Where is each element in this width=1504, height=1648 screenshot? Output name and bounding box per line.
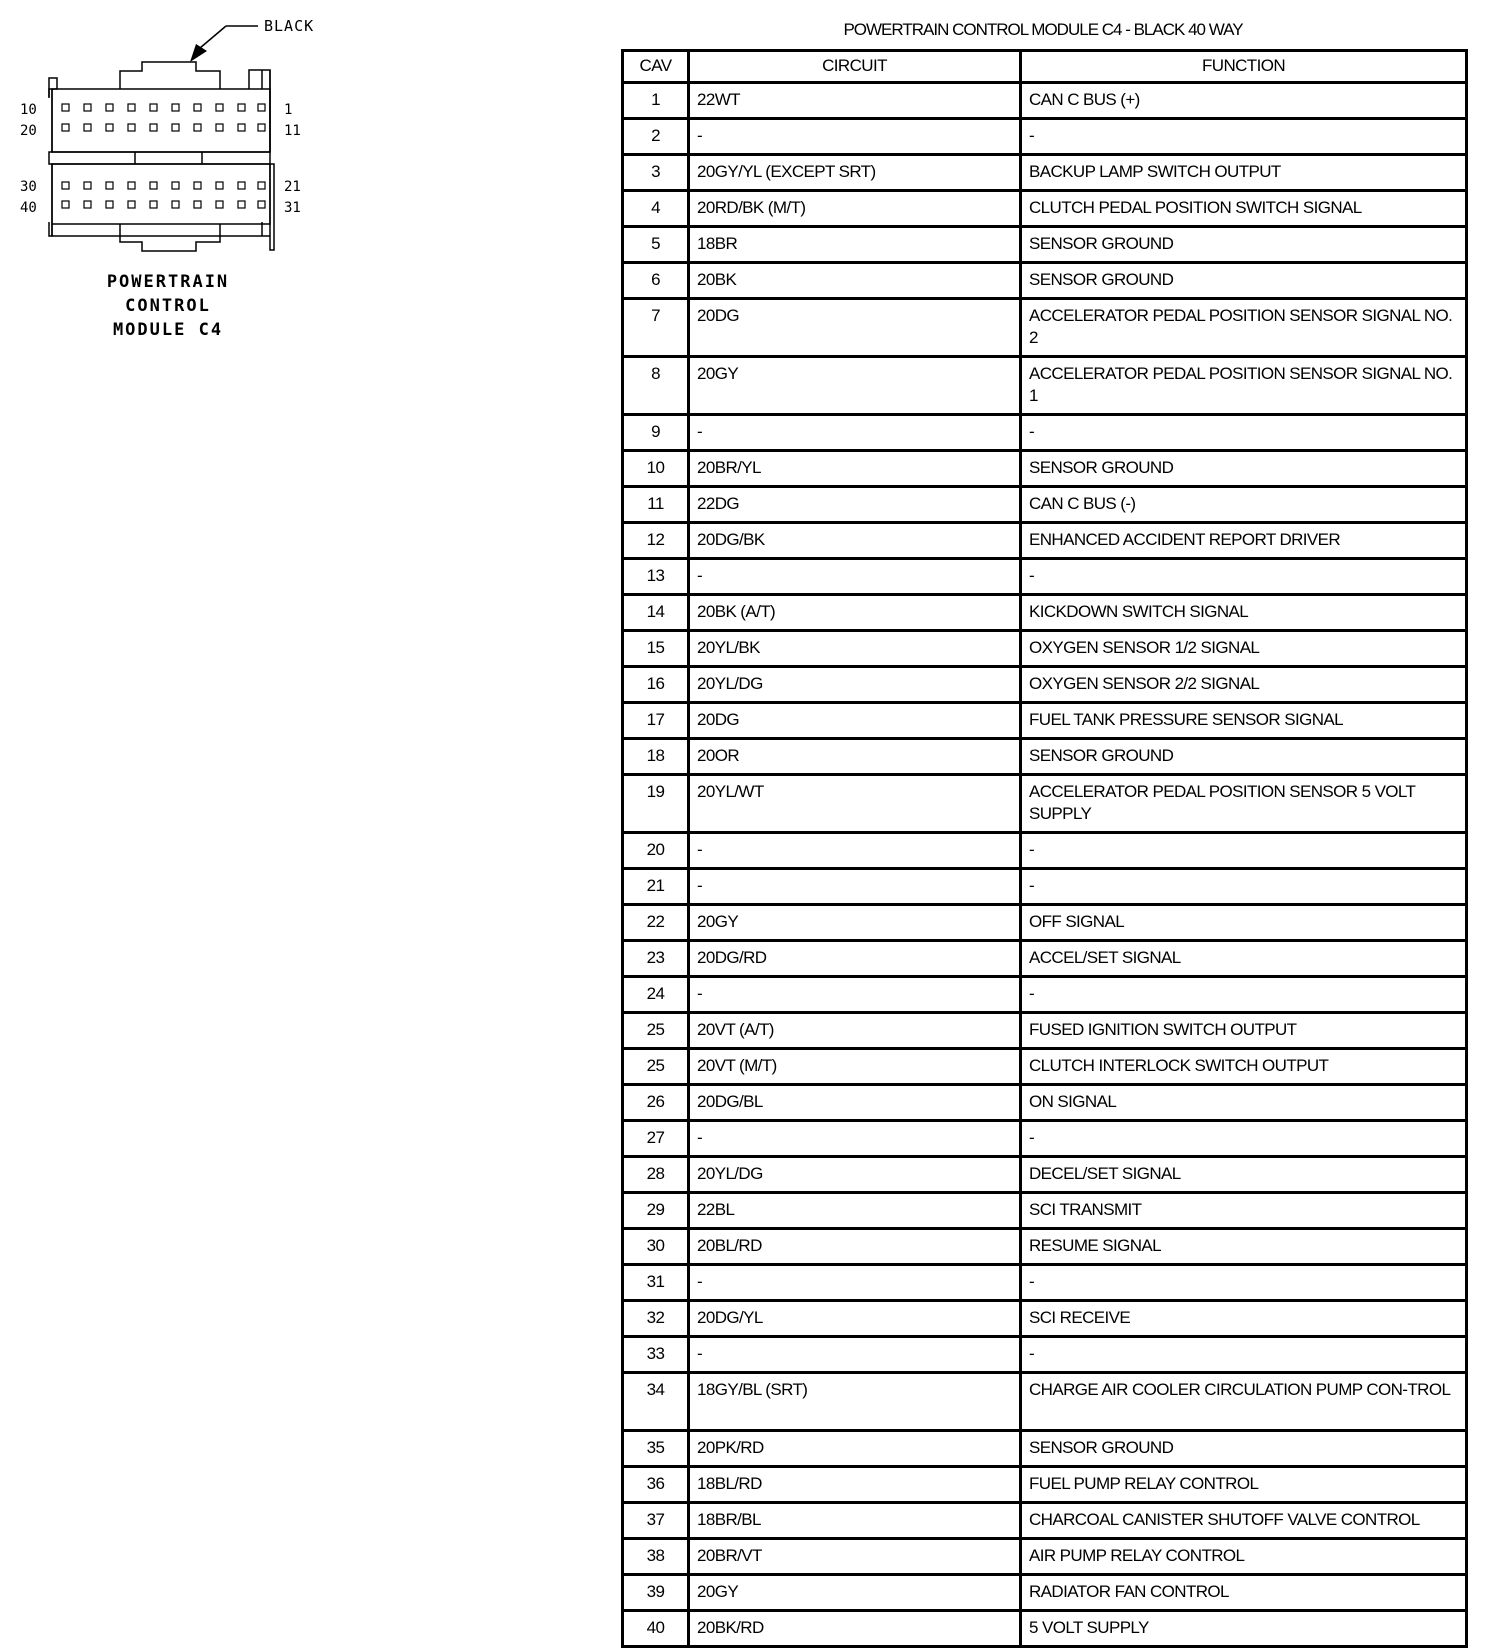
- table-row: [623, 299, 1467, 357]
- cell-circuit: -: [689, 559, 1021, 595]
- cell-circuit: 20VT (A/T): [689, 1013, 1021, 1049]
- cell-cav: 40: [623, 1611, 689, 1647]
- cavity-row-2: [62, 124, 265, 131]
- cell-cav: 17: [623, 703, 689, 739]
- cell-function: SENSOR GROUND: [1021, 451, 1467, 487]
- cell-circuit: -: [689, 1265, 1021, 1301]
- cell-function: CHARCOAL CANISTER SHUTOFF VALVE CONTROL: [1021, 1503, 1467, 1539]
- cell-function: CAN C BUS (+): [1021, 83, 1467, 119]
- table-row: [623, 869, 1467, 905]
- cell-function: FUEL TANK PRESSURE SENSOR SIGNAL: [1021, 703, 1467, 739]
- cell-cav: 28: [623, 1157, 689, 1193]
- cell-circuit: 18BR/BL: [689, 1503, 1021, 1539]
- cell-function: OFF SIGNAL: [1021, 905, 1467, 941]
- cell-function: -: [1021, 1121, 1467, 1157]
- cell-circuit: 18GY/BL (SRT): [689, 1373, 1021, 1431]
- cell-function: KICKDOWN SWITCH SIGNAL: [1021, 595, 1467, 631]
- cell-function: -: [1021, 1337, 1467, 1373]
- cell-cav: 24: [623, 977, 689, 1013]
- cell-circuit: 20DG/YL: [689, 1301, 1021, 1337]
- cell-cav: 25: [623, 1049, 689, 1085]
- cell-circuit: 20YL/BK: [689, 631, 1021, 667]
- cavity-row-4: [62, 201, 265, 208]
- cell-circuit: -: [689, 833, 1021, 869]
- cell-function: SENSOR GROUND: [1021, 739, 1467, 775]
- cell-cav: 36: [623, 1467, 689, 1503]
- cell-cav: 39: [623, 1575, 689, 1611]
- cell-function: ACCELERATOR PEDAL POSITION SENSOR SIGNAL NO. 1: [1021, 357, 1467, 415]
- cell-circuit: 22WT: [689, 83, 1021, 119]
- table-title: POWERTRAIN CONTROL MODULE C4 - BLACK 40 WAY: [843, 20, 1243, 39]
- cell-function: CAN C BUS (-): [1021, 487, 1467, 523]
- table-row: [623, 1373, 1467, 1431]
- cell-function: AIR PUMP RELAY CONTROL: [1021, 1539, 1467, 1575]
- cell-function: CLUTCH INTERLOCK SWITCH OUTPUT: [1021, 1049, 1467, 1085]
- table-row: [623, 191, 1467, 227]
- pin-label: 31: [284, 200, 301, 216]
- cell-circuit: 22DG: [689, 487, 1021, 523]
- cell-circuit: -: [689, 119, 1021, 155]
- table-row: [623, 1575, 1467, 1611]
- cell-cav: 10: [623, 451, 689, 487]
- cell-circuit: -: [689, 415, 1021, 451]
- cell-cav: 16: [623, 667, 689, 703]
- leader-line: [200, 26, 226, 48]
- table-row: [623, 739, 1467, 775]
- cell-cav: 25: [623, 1013, 689, 1049]
- connector-housing: [49, 62, 274, 251]
- table-row: [623, 1539, 1467, 1575]
- cell-circuit: 20BK (A/T): [689, 595, 1021, 631]
- cell-cav: 21: [623, 869, 689, 905]
- table-row: [623, 487, 1467, 523]
- cell-function: -: [1021, 415, 1467, 451]
- cell-cav: 34: [623, 1373, 689, 1431]
- pin-label: 21: [284, 179, 301, 195]
- cell-cav: 23: [623, 941, 689, 977]
- cell-circuit: 20YL/DG: [689, 1157, 1021, 1193]
- pin-label: 1: [284, 102, 293, 118]
- cell-cav: 3: [623, 155, 689, 191]
- cell-function: SENSOR GROUND: [1021, 1431, 1467, 1467]
- table-row: [623, 667, 1467, 703]
- cell-function: 5 VOLT SUPPLY: [1021, 1611, 1467, 1647]
- cell-cav: 35: [623, 1431, 689, 1467]
- cell-cav: 29: [623, 1193, 689, 1229]
- cell-cav: 14: [623, 595, 689, 631]
- table-row: [623, 595, 1467, 631]
- table-row: [623, 451, 1467, 487]
- cavity-row-3: [62, 182, 265, 189]
- cell-circuit: 20DG/BK: [689, 523, 1021, 559]
- cell-function: CLUTCH PEDAL POSITION SWITCH SIGNAL: [1021, 191, 1467, 227]
- table-row: [623, 1013, 1467, 1049]
- table-row: [623, 83, 1467, 119]
- cell-function: ACCEL/SET SIGNAL: [1021, 941, 1467, 977]
- cell-circuit: 20DG: [689, 299, 1021, 357]
- connector-title-line: POWERTRAIN: [106, 272, 230, 292]
- cell-cav: 9: [623, 415, 689, 451]
- column-header-function: FUNCTION: [1021, 51, 1467, 83]
- cell-circuit: 20VT (M/T): [689, 1049, 1021, 1085]
- cell-circuit: 20YL/DG: [689, 667, 1021, 703]
- cavity-grid: [62, 104, 265, 208]
- pin-label: 10: [20, 102, 37, 118]
- table-row: [623, 415, 1467, 451]
- cell-function: OXYGEN SENSOR 1/2 SIGNAL: [1021, 631, 1467, 667]
- connector-color-label: BLACK: [264, 17, 315, 35]
- cell-cav: 33: [623, 1337, 689, 1373]
- cell-function: SENSOR GROUND: [1021, 227, 1467, 263]
- cell-circuit: 20GY: [689, 357, 1021, 415]
- table-row: [623, 631, 1467, 667]
- cell-cav: 26: [623, 1085, 689, 1121]
- cell-cav: 11: [623, 487, 689, 523]
- cell-cav: 13: [623, 559, 689, 595]
- table-row: [623, 905, 1467, 941]
- cell-cav: 27: [623, 1121, 689, 1157]
- column-header-circuit: CIRCUIT: [689, 51, 1021, 83]
- cell-circuit: -: [689, 977, 1021, 1013]
- cell-function: -: [1021, 977, 1467, 1013]
- cell-function: -: [1021, 119, 1467, 155]
- cell-cav: 2: [623, 119, 689, 155]
- cell-circuit: 20GY/YL (EXCEPT SRT): [689, 155, 1021, 191]
- cell-function: SCI TRANSMIT: [1021, 1193, 1467, 1229]
- cell-function: OXYGEN SENSOR 2/2 SIGNAL: [1021, 667, 1467, 703]
- cell-function: FUEL PUMP RELAY CONTROL: [1021, 1467, 1467, 1503]
- cell-circuit: 20PK/RD: [689, 1431, 1021, 1467]
- cell-circuit: 20DG/RD: [689, 941, 1021, 977]
- cell-function: DECEL/SET SIGNAL: [1021, 1157, 1467, 1193]
- pinout-table: [621, 49, 1468, 1648]
- connector-diagram: [0, 0, 340, 270]
- cell-cav: 37: [623, 1503, 689, 1539]
- table-row: [623, 1193, 1467, 1229]
- table-row: [623, 1503, 1467, 1539]
- table-row: [623, 263, 1467, 299]
- table-row: [623, 703, 1467, 739]
- cell-cav: 15: [623, 631, 689, 667]
- cell-cav: 30: [623, 1229, 689, 1265]
- cell-cav: 4: [623, 191, 689, 227]
- cell-function: FUSED IGNITION SWITCH OUTPUT: [1021, 1013, 1467, 1049]
- cell-cav: 8: [623, 357, 689, 415]
- cell-cav: 12: [623, 523, 689, 559]
- table-row: [623, 1431, 1467, 1467]
- cell-function: SCI RECEIVE: [1021, 1301, 1467, 1337]
- table-row: [623, 357, 1467, 415]
- table-row: [623, 833, 1467, 869]
- table-row: [623, 523, 1467, 559]
- cell-cav: 20: [623, 833, 689, 869]
- cell-circuit: 20BK: [689, 263, 1021, 299]
- cell-circuit: 18BL/RD: [689, 1467, 1021, 1503]
- cell-cav: 18: [623, 739, 689, 775]
- cell-circuit: 20DG/BL: [689, 1085, 1021, 1121]
- cell-circuit: 20OR: [689, 739, 1021, 775]
- cell-circuit: 22BL: [689, 1193, 1021, 1229]
- table-row: [623, 1301, 1467, 1337]
- table-row: [623, 119, 1467, 155]
- cell-circuit: -: [689, 869, 1021, 905]
- cell-cav: 22: [623, 905, 689, 941]
- table-row: [623, 775, 1467, 833]
- table-row: [623, 155, 1467, 191]
- cell-circuit: 20BR/VT: [689, 1539, 1021, 1575]
- table-row: [623, 1611, 1467, 1647]
- cell-function: -: [1021, 833, 1467, 869]
- cell-function: ON SIGNAL: [1021, 1085, 1467, 1121]
- cell-function: SENSOR GROUND: [1021, 263, 1467, 299]
- cell-circuit: 20GY: [689, 905, 1021, 941]
- connector-title-line: MODULE C4: [112, 320, 224, 340]
- table-row: [623, 1049, 1467, 1085]
- table-header-row: [623, 51, 1467, 83]
- cell-cav: 1: [623, 83, 689, 119]
- table-row: [623, 977, 1467, 1013]
- cell-circuit: 20GY: [689, 1575, 1021, 1611]
- cell-function: -: [1021, 559, 1467, 595]
- table-row: [623, 559, 1467, 595]
- table-row: [623, 1229, 1467, 1265]
- cell-circuit: 20DG: [689, 703, 1021, 739]
- cell-circuit: 20BK/RD: [689, 1611, 1021, 1647]
- table-row: [623, 227, 1467, 263]
- cell-function: -: [1021, 1265, 1467, 1301]
- table-row: [623, 941, 1467, 977]
- table-row: [623, 1467, 1467, 1503]
- cell-function: ACCELERATOR PEDAL POSITION SENSOR 5 VOLT SUPPLY: [1021, 775, 1467, 833]
- table-row: [623, 1121, 1467, 1157]
- cell-cav: 19: [623, 775, 689, 833]
- table-row: [623, 1265, 1467, 1301]
- cell-function: ENHANCED ACCIDENT REPORT DRIVER: [1021, 523, 1467, 559]
- cell-function: RADIATOR FAN CONTROL: [1021, 1575, 1467, 1611]
- cell-cav: 6: [623, 263, 689, 299]
- table-row: [623, 1337, 1467, 1373]
- cell-function: CHARGE AIR COOLER CIRCULATION PUMP CON-TROL: [1021, 1373, 1467, 1431]
- cell-circuit: -: [689, 1337, 1021, 1373]
- cell-function: RESUME SIGNAL: [1021, 1229, 1467, 1265]
- cell-cav: 5: [623, 227, 689, 263]
- cell-cav: 7: [623, 299, 689, 357]
- pin-label: 30: [20, 179, 37, 195]
- cell-cav: 31: [623, 1265, 689, 1301]
- cell-circuit: 20YL/WT: [689, 775, 1021, 833]
- arrow-head-icon: [190, 44, 207, 62]
- cell-function: ACCELERATOR PEDAL POSITION SENSOR SIGNAL NO. 2: [1021, 299, 1467, 357]
- table-row: [623, 1085, 1467, 1121]
- cell-circuit: 20BL/RD: [689, 1229, 1021, 1265]
- cell-circuit: 20RD/BK (M/T): [689, 191, 1021, 227]
- cell-circuit: 20BR/YL: [689, 451, 1021, 487]
- cell-cav: 38: [623, 1539, 689, 1575]
- column-header-cav: CAV: [623, 51, 689, 83]
- table-row: [623, 1157, 1467, 1193]
- cell-circuit: -: [689, 1121, 1021, 1157]
- cell-function: BACKUP LAMP SWITCH OUTPUT: [1021, 155, 1467, 191]
- pin-label: 11: [284, 123, 301, 139]
- cell-circuit: 18BR: [689, 227, 1021, 263]
- cell-cav: 32: [623, 1301, 689, 1337]
- pin-label: 40: [20, 200, 37, 216]
- pin-label: 20: [20, 123, 37, 139]
- cell-function: -: [1021, 869, 1467, 905]
- cavity-row-1: [62, 104, 265, 111]
- connector-title-line: CONTROL: [125, 296, 211, 316]
